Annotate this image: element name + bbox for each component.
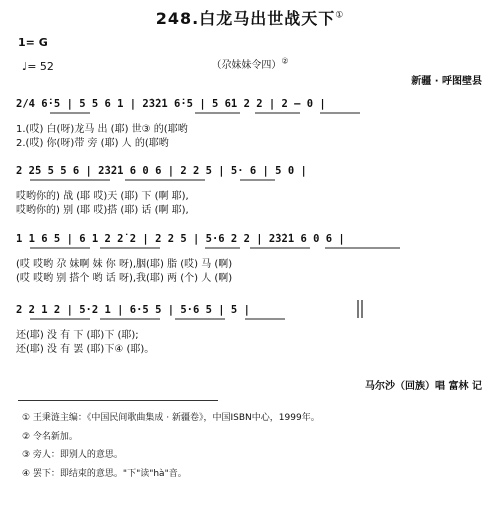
footnote-1: ① 王秉涟主编：《中国民间歌曲集成 · 新疆卷》，中国ISBN中心，1999年。 — [22, 413, 320, 423]
region-label: 新疆 · 呼图壁县 — [411, 76, 482, 87]
lyrics-line-2a: 哎哟你的) 战 (耶 哎)天 (耶) 下 (啊 耶), — [16, 191, 189, 202]
lyrics-line-2b: 哎哟你的) 别 (耶 哎)搭 (耶) 话 (啊 耶), — [16, 205, 189, 216]
song-subtitle: （尕妹妹令四）② — [211, 56, 289, 71]
lyrics-line-1b: 2.(哎) 你(呀)带 旁 (耶) 人 的(耶哟 — [16, 138, 169, 149]
tempo-marking: ♩= 52 — [22, 60, 54, 73]
lyrics-line-4b: 还(耶) 没 有 罢 (耶)下④ (耶)。 — [16, 344, 155, 355]
footnote-2: ② 令名新加。 — [22, 432, 78, 442]
lyrics-line-1a: 1.(哎) 白(呀)龙马 出 (耶) 世③ 的(耶哟 — [16, 124, 188, 135]
score-notes-4: 2 2 1 2 | 5·2 1 | 6·5 5 | 5·6 5 | 5 | — [16, 304, 250, 316]
score-notes-1: 2/4 6̇·5 | 5 5 6 1 | 2̇3̇2̇1 6̇·5 | 5 6̇1 2 2 | 2 — 0 | — [16, 98, 326, 110]
footnote-divider — [18, 400, 218, 401]
score-notes-2: 2 2̇5 5 5 6 | 2̇3̇2̇1 6 0 6 | 2 2 5 | 5· 6 | 5 0 | — [16, 165, 307, 177]
lyrics-line-3a: (哎 哎哟 尕 妹啊 妹 你 呀),胭(耶) 脂 (哎) 马 (啊) — [16, 259, 233, 270]
subtitle-footnote-mark: ② — [281, 56, 289, 66]
footnote-3: ③ 旁人：即别人的意思。 — [22, 450, 123, 460]
score-notes-3: 1 1 6 5 | 6 1 2 2̇ 2 | 2 2 5 | 5·6 2 2 | 2̇3̇2̇1 6 0 6 | — [16, 233, 345, 245]
lyrics-line-3b: (哎 哎哟 别 搭个 哟 话 呀),我(耶) 两 (个) 人 (啊) — [16, 273, 233, 284]
key-signature: 1= G — [18, 36, 48, 49]
song-title: 248.白龙马出世战天下① — [155, 9, 345, 28]
performer-credit: 马尔沙（回族）唱 富林 记 — [365, 381, 482, 392]
footnote-4: ④ 罢下：即结束的意思。"下"读"hà"音。 — [22, 469, 187, 479]
lyrics-line-4a: 还(耶) 没 有 下 (耶)下 (耶); — [16, 330, 139, 341]
title-footnote-mark: ① — [335, 10, 345, 21]
